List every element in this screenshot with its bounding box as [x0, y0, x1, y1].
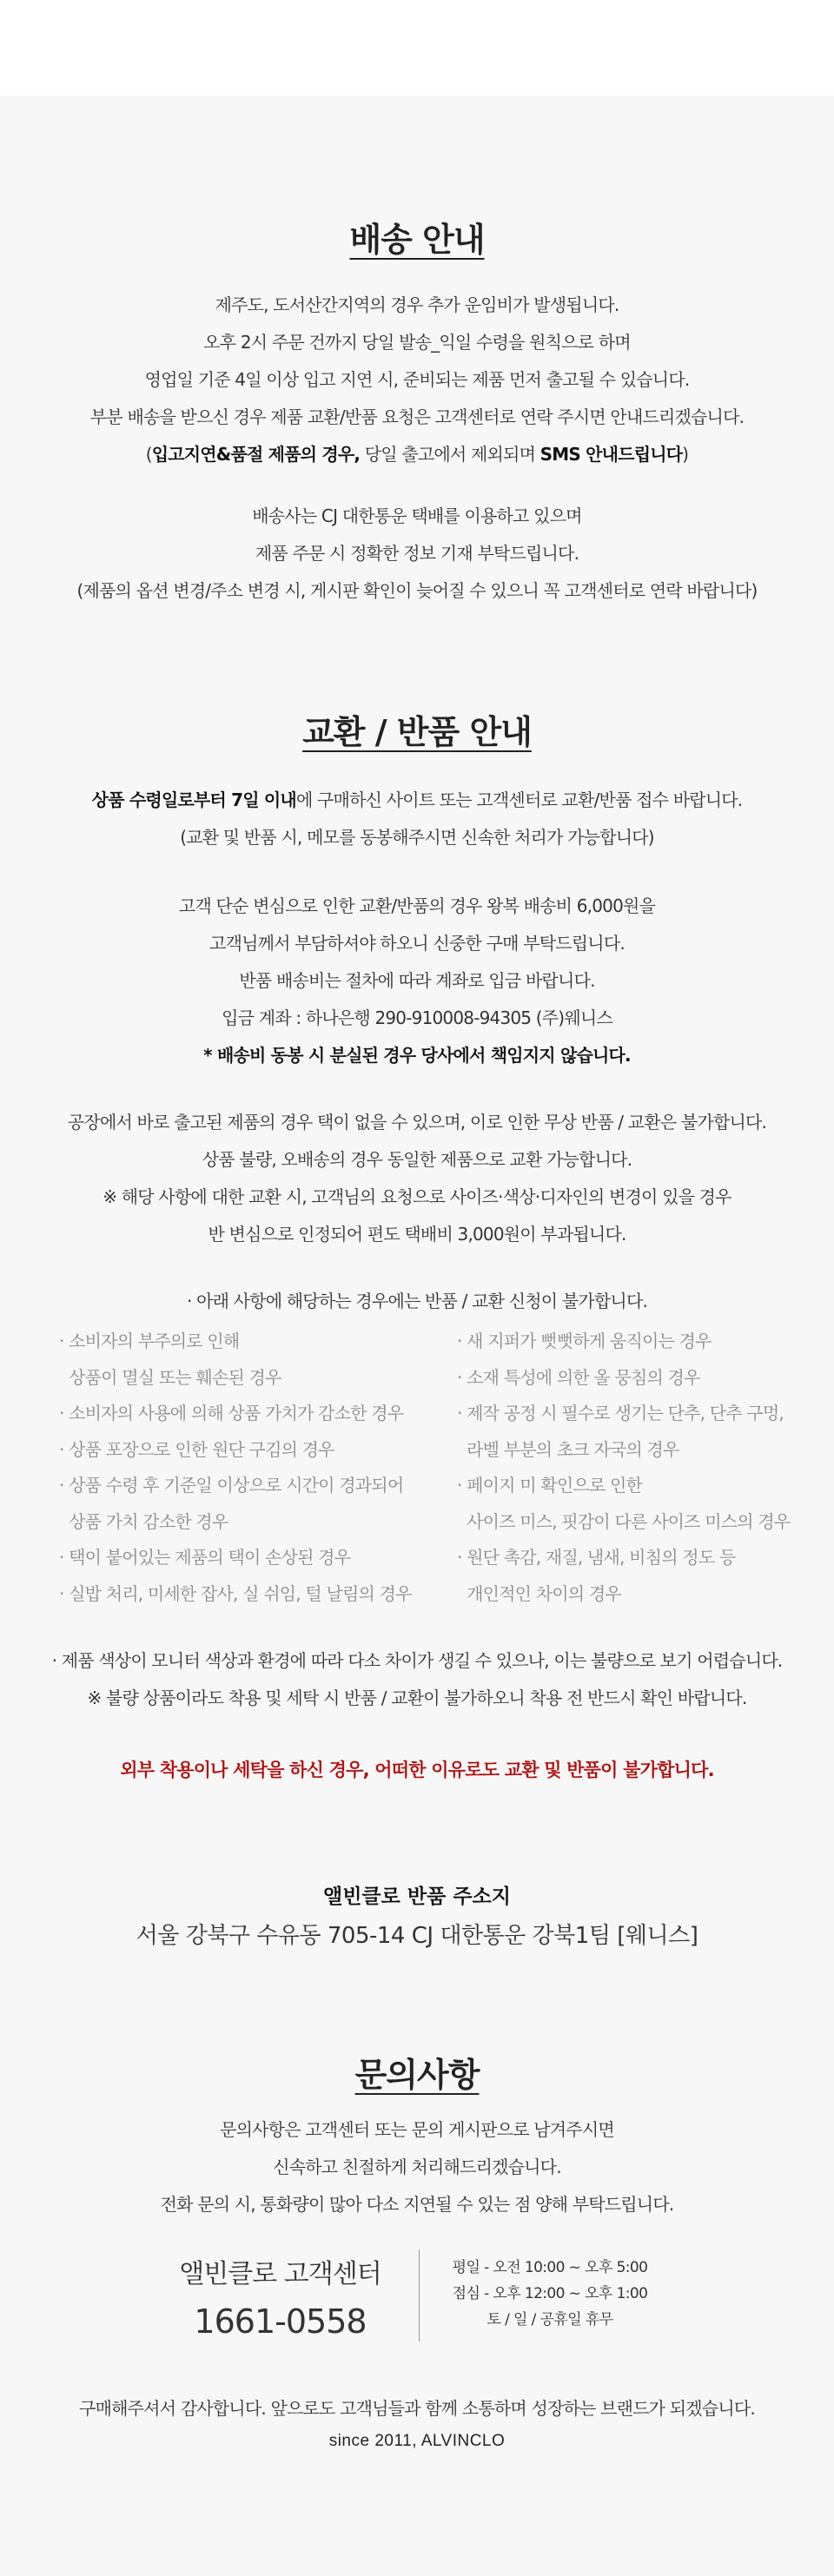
hours-weekday: 평일 - 오전 10:00 ~ 오후 5:00 — [452, 2259, 648, 2276]
not-allowed-right-list — [457, 1324, 790, 1612]
list-item: 상품이 멸실 또는 훼손된 경우 — [59, 1366, 281, 1388]
list-item: · 소재 특성에 의한 올 뭉침의 경우 — [457, 1366, 700, 1388]
customer-center-divider — [419, 2249, 420, 2342]
color-line: ※ 불량 상품이라도 착용 및 세탁 시 반품 / 교환이 불가하오니 착용 전 반드시 확인 바랍니다. — [87, 1688, 747, 1708]
exchange-intro — [0, 782, 834, 856]
color-line: · 제품 색상이 모니터 색상과 환경에 따라 다소 차이가 생길 수 있으나, 이는 불량으로 보기 어렵습니다. — [51, 1650, 783, 1671]
shipping-line: 부분 배송을 받으신 경우 제품 교환/반품 요청은 고객센터로 연락 주시면 안내드리겠습니다. — [89, 406, 745, 427]
delay-mid: 당일 출고에서 제외되며 — [360, 444, 540, 465]
factory-section — [0, 1104, 834, 1253]
list-item: · 상품 수령 후 기준일 이상으로 시간이 경과되어 — [59, 1475, 404, 1496]
inquiry-section — [0, 2111, 834, 2223]
hours-lunch: 점심 - 오후 12:00 ~ 오후 1:00 — [452, 2285, 648, 2302]
sms-bold: SMS 안내드립니다 — [539, 444, 683, 465]
not-allowed-heading: · 아래 사항에 해당하는 경우에는 반품 / 교환 신청이 불가합니다. — [186, 1291, 648, 1311]
shipping-title: 배송 안내 — [349, 221, 485, 259]
factory-line: 공장에서 바로 출고된 제품의 경우 택이 없을 수 있으며, 이로 인한 무상 반품 / 교환은 불가합니다. — [67, 1112, 767, 1133]
paren-close: ) — [682, 444, 689, 465]
customer-center-phone[interactable]: 1661-0558 — [194, 2302, 367, 2341]
brand-since: since 2011, ALVINCLO — [328, 2432, 506, 2450]
exchange-intro-line2: (교환 및 반품 시, 메모를 동봉해주시면 신속한 처리가 가능합니다) — [180, 827, 654, 848]
factory-line: 상품 불량, 오배송의 경우 동일한 제품으로 교환 가능합니다. — [202, 1149, 632, 1170]
return-address: 서울 강북구 수유동 705-14 CJ 대한통운 강북1팀 [웨니스] — [136, 1923, 698, 1949]
fee-line: 고객 단순 변심으로 인한 교환/반품의 경우 왕복 배송비 6,000원을 — [178, 895, 656, 916]
top-blank-band — [0, 0, 834, 96]
list-item: · 소비자의 부주의로 인해 — [59, 1331, 240, 1351]
fee-warning: * 배송비 동봉 시 분실된 경우 당사에서 책임지지 않습니다. — [203, 1045, 631, 1066]
delay-bold: 입고지연&품절 제품의 경우, — [151, 444, 361, 465]
intro-rest: 에 구매하신 사이트 또는 고객센터로 교환/반품 접수 바랍니다. — [295, 789, 743, 810]
not-allowed-left-list — [59, 1324, 412, 1612]
list-item: · 실밥 처리, 미세한 잡사, 실 쉬임, 털 날림의 경우 — [59, 1582, 412, 1604]
hours-holiday: 토 / 일 / 공휴일 휴무 — [486, 2311, 613, 2328]
list-item: · 제작 공정 시 필수로 생기는 단추, 단추 구멍, — [457, 1403, 784, 1423]
customer-center — [174, 2252, 387, 2341]
courier-line: (제품의 옵션 변경/주소 변경 시, 게시판 확인이 늦어질 수 있으니 꼭 고객센터로 연락 바랍니다) — [76, 580, 758, 601]
list-item: 개인적인 차이의 경우 — [457, 1582, 621, 1604]
list-item: · 소비자의 사용에 의해 상품 가치가 감소한 경우 — [59, 1403, 404, 1423]
shipping-line: 제주도, 도서산간지역의 경우 추가 운임비가 발생됩니다. — [215, 294, 619, 315]
customer-center-name: 앨빈클로 고객센터 — [179, 2259, 381, 2289]
business-hours — [424, 2255, 676, 2333]
factory-line: 반 변심으로 인정되어 편도 택배비 3,000원이 부과됩니다. — [208, 1224, 626, 1245]
fee-line: 반품 배송비는 절차에 따라 계좌로 입금 바랍니다. — [239, 970, 595, 991]
courier-line: 배송사는 CJ 대한통운 택배를 이용하고 있으며 — [252, 505, 582, 526]
shipping-delay-note — [0, 436, 834, 473]
list-item: · 택이 붙어있는 제품의 택이 손상된 경우 — [59, 1547, 351, 1568]
list-item: 상품 가치 감소한 경우 — [59, 1510, 228, 1532]
shipping-line: 오후 2시 주문 건까지 당일 발송_익일 수령을 원칙으로 하며 — [203, 332, 631, 353]
list-item: · 새 지퍼가 뻣뻣하게 움직이는 경우 — [457, 1331, 712, 1351]
thanks-message: 구매해주셔서 감사합니다. 앞으로도 고객님들과 함께 소통하며 성장하는 브랜드가 되겠습니다. — [79, 2398, 755, 2419]
bank-account: 입금 계좌 : 하나은행 290-910008-94305 (주)웨니스 — [222, 1007, 612, 1028]
list-item: · 페이지 미 확인으로 인한 — [457, 1475, 642, 1496]
shipping-line: 영업일 기준 4일 이상 입고 지연 시, 준비되는 제품 먼저 출고될 수 있습니다. — [144, 369, 690, 390]
courier-section — [0, 498, 834, 610]
seven-days-bold: 상품 수령일로부터 7일 이내 — [91, 789, 296, 810]
courier-line: 제품 주문 시 정확한 정보 기재 부탁드립니다. — [255, 543, 579, 564]
list-item: 사이즈 미스, 핏감이 다른 사이즈 미스의 경우 — [457, 1510, 791, 1532]
exchange-title: 교환 / 반품 안내 — [302, 713, 532, 751]
fee-section — [0, 888, 834, 1074]
inquiry-title: 문의사항 — [354, 2056, 480, 2094]
inquiry-line: 문의사항은 고객센터 또는 문의 게시판으로 남겨주시면 — [220, 2119, 614, 2140]
color-notice — [0, 1642, 834, 1717]
inquiry-line: 전화 문의 시, 통화량이 많아 다소 지연될 수 있는 점 양해 부탁드립니다. — [160, 2194, 674, 2215]
return-address-label: 앨빈클로 반품 주소지 — [323, 1886, 511, 1908]
shipping-section — [0, 287, 834, 473]
exchange-intro-line — [0, 782, 834, 819]
paren-open: ( — [145, 444, 152, 465]
factory-line: ※ 해당 사항에 대한 교환 시, 고객님의 요청으로 사이즈·색상·디자인의 변경이 있을 경우 — [103, 1186, 731, 1207]
list-item: · 상품 포장으로 인한 원단 구김의 경우 — [59, 1438, 334, 1460]
fee-line: 고객님께서 부담하셔야 하오니 신중한 구매 부탁드립니다. — [209, 933, 625, 954]
inquiry-line: 신속하고 친절하게 처리해드리겠습니다. — [273, 2157, 561, 2177]
no-return-warning: 외부 착용이나 세탁을 하신 경우, 어떠한 이유로도 교환 및 반품이 불가합니다. — [120, 1760, 714, 1780]
list-item: 라벨 부분의 초크 자국의 경우 — [457, 1438, 679, 1460]
list-item: · 원단 촉감, 재질, 냄새, 비침의 정도 등 — [457, 1547, 736, 1568]
